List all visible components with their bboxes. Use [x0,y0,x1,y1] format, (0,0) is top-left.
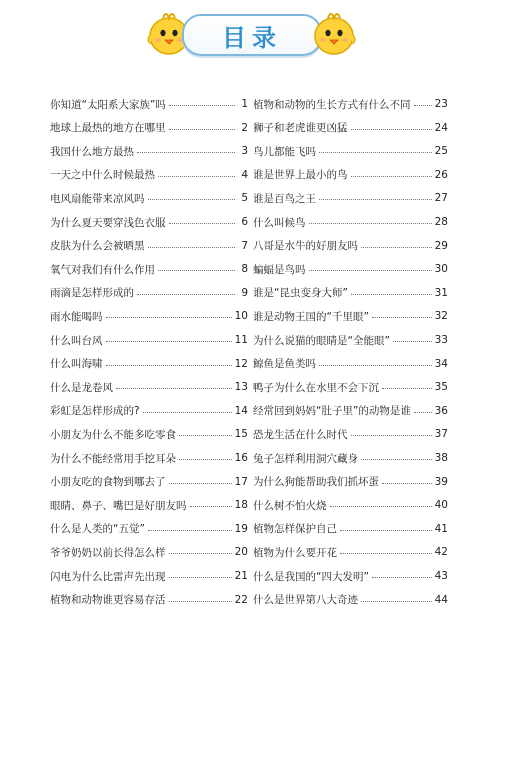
toc-entry-page: 6 [241,216,248,228]
toc-entry[interactable] [50,117,248,139]
toc-entry[interactable] [50,353,248,375]
toc-entry-title: 雨水能喝吗 [50,310,103,323]
toc-entry-page: 42 [434,546,448,559]
toc-entry-page: 21 [234,570,248,582]
dot-leader [414,412,432,413]
title-banner [182,14,322,56]
toc-entry-page: 39 [434,475,448,488]
dot-leader [319,199,432,200]
dot-leader [340,530,432,531]
toc-entry-title: 蝙蝠是鸟吗 [253,263,306,276]
toc-entry-title: 雨滴是怎样形成的 [50,287,134,300]
toc-entry[interactable] [50,282,248,304]
dot-leader [148,530,232,531]
toc-entry[interactable] [50,494,248,516]
toc-entry[interactable] [253,565,448,587]
toc-entry-title: 氧气对我们有什么作用 [50,263,155,276]
toc-entry-page: 44 [434,593,448,606]
dot-leader [351,176,432,177]
toc-entry[interactable] [253,164,448,186]
toc-entry-page: 14 [234,404,248,417]
toc-entry-page: 33 [434,334,448,346]
toc-entry-title: 植物和动物的生长方式有什么不同 [253,98,411,111]
toc-entry-title: 什么是人类的“五觉” [50,523,145,536]
toc-entry[interactable] [253,282,448,304]
dot-leader [361,247,432,248]
toc-entry[interactable] [253,305,448,327]
toc-entry-page: 18 [234,499,248,512]
dot-leader [330,506,432,507]
toc-entry-page: 37 [434,428,448,441]
dot-leader [309,270,432,271]
toc-entry-page: 9 [241,286,248,299]
toc-entry-page: 41 [434,522,448,535]
dot-leader [351,435,432,436]
toc-entry-title: 谁是动物王国的“千里眼” [253,310,369,323]
toc-entry-title: 鲸鱼是鱼类吗 [253,358,316,371]
toc-entry-page: 32 [434,310,448,323]
toc-entry-title: 狮子和老虎谁更凶猛 [253,122,348,135]
toc-entry-title: 为什么夏天要穿浅色衣服 [50,216,166,229]
dot-leader [158,176,235,177]
toc-entry[interactable] [50,518,248,540]
toc-entry[interactable] [50,329,248,351]
chick-icon [308,6,360,58]
toc-entry[interactable] [253,400,448,422]
toc-entry[interactable] [253,211,448,233]
toc-entry[interactable] [253,353,448,375]
toc-entry[interactable] [50,541,248,563]
toc-entry-page: 3 [241,145,248,158]
toc-entry-page: 7 [241,239,248,252]
toc-entry-title: 植物和动物谁更容易存活 [50,594,166,607]
dot-leader [361,601,432,602]
toc-entry-title: 恐龙生活在什么时代 [253,428,348,441]
toc-entry[interactable] [253,187,448,209]
toc-entry-title: 小朋友为什么不能多吃零食 [50,428,176,441]
toc-entry-title: 谁是世界上最小的鸟 [253,169,348,182]
toc-entry-title: 彩虹是怎样形成的? [50,405,140,418]
toc-entry-page: 35 [434,381,448,394]
dot-leader [179,435,232,436]
toc-entry[interactable] [50,258,248,280]
dot-leader [106,341,232,342]
toc-entry[interactable] [253,258,448,280]
toc-entry-title: 鸭子为什么在水里不会下沉 [253,381,379,394]
toc-entry-page: 13 [234,381,248,394]
toc-entry[interactable] [253,423,448,445]
toc-entry[interactable] [50,589,248,611]
dot-leader [143,412,232,413]
toc-entry-page: 24 [434,121,448,134]
toc-entry-title: 什么叫海啸 [50,358,103,371]
toc-entry[interactable] [50,211,248,233]
dot-leader [382,483,432,484]
toc-entry-page: 40 [434,499,448,512]
toc-entry-page: 28 [434,216,448,228]
toc-entry-title: 为什么说猫的眼睛是“全能眼” [253,334,390,347]
dot-leader [351,129,432,130]
toc-entry[interactable] [253,140,448,162]
toc-entry-title: 植物为什么要开花 [253,546,337,559]
toc-entry-title: 什么是我国的“四大发明” [253,570,369,583]
toc-entry[interactable] [253,235,448,257]
toc-entry-title: 植物怎样保护自己 [253,523,337,536]
toc-entry[interactable] [253,93,448,115]
dot-leader [414,105,432,106]
dot-leader [106,365,232,366]
dot-leader [169,553,232,554]
dot-leader [179,459,232,460]
dot-leader [116,388,232,389]
toc-entry[interactable] [50,376,248,398]
toc-entry[interactable] [50,305,248,327]
toc-entry-title: 什么树不怕火烧 [253,499,327,512]
toc-entry-page: 25 [434,145,448,158]
dot-leader [361,459,432,460]
toc-entry-title: 闪电为什么比雷声先出现 [50,570,166,583]
toc-entry[interactable] [253,376,448,398]
toc-entry[interactable] [253,589,448,611]
toc-entry-title: 谁是百鸟之王 [253,192,316,205]
dot-leader [158,270,235,271]
dot-leader [106,317,232,318]
toc-entry-title: 什么是世界第八大奇迹 [253,594,358,607]
toc-entry[interactable] [50,565,248,587]
toc-entry-title: 为什么狗能帮助我们抓坏蛋 [253,476,379,489]
dot-leader [137,294,235,295]
toc-entry-title: 你知道“太阳系大家族”吗 [50,98,166,111]
toc-entry-title: 小朋友吃的食物到哪去了 [50,476,166,489]
toc-entry-page: 19 [234,522,248,535]
toc-entry[interactable] [50,140,248,162]
toc-entry[interactable] [50,93,248,115]
toc-entry-title: 眼睛、鼻子、嘴巴是好朋友吗 [50,499,187,512]
dot-leader [372,577,432,578]
toc-entry-page: 27 [434,192,448,205]
dot-leader [319,365,432,366]
toc-entry-page: 10 [234,310,248,323]
toc-entry-page: 30 [434,263,448,276]
toc-entry[interactable] [50,423,248,445]
toc-entry-page: 23 [434,98,448,110]
toc-entry-page: 16 [234,452,248,464]
toc-entry[interactable] [50,235,248,257]
toc-entry-page: 1 [241,98,248,110]
toc-entry-page: 15 [234,428,248,441]
dot-leader [169,601,232,602]
toc-entry-page: 17 [234,475,248,488]
dot-leader [393,341,432,342]
page-title: 目录 [222,23,282,52]
dot-leader [169,483,232,484]
toc-entry-title: 为什么不能经常用手挖耳朵 [50,452,176,465]
toc-entry-title: 经常回到妈妈“肚子里”的动物是谁 [253,405,411,418]
toc-entry-title: 什么叫候鸟 [253,216,306,229]
toc-entry-page: 8 [241,263,248,276]
dot-leader [169,129,236,130]
toc-entry-page: 22 [234,593,248,606]
toc-entry-page: 36 [434,404,448,417]
toc-entry-page: 26 [434,168,448,181]
dot-leader [169,105,235,106]
toc-entry[interactable] [253,329,448,351]
toc-entry-page: 38 [434,452,448,464]
toc-entry[interactable] [253,494,448,516]
toc-entry-title: 什么叫台风 [50,334,103,347]
toc-entry[interactable] [253,117,448,139]
toc-entry-title: 电风扇能带来凉风吗 [50,192,145,205]
toc-entry-title: 八哥是水牛的好朋友吗 [253,240,358,253]
toc-entry-page: 29 [434,239,448,252]
toc-entry-page: 34 [434,357,448,370]
toc-entry-page: 5 [241,192,248,205]
toc-entry[interactable] [253,518,448,540]
toc-entry[interactable] [253,447,448,469]
dot-leader [382,388,432,389]
toc-entry[interactable] [50,164,248,186]
toc-entry[interactable] [50,447,248,469]
dot-leader [148,247,236,248]
dot-leader [319,152,432,153]
toc-entry-title: 谁是“昆虫变身大师” [253,287,348,300]
dot-leader [372,317,432,318]
toc-entry-page: 4 [241,168,248,181]
dot-leader [351,294,432,295]
dot-leader [148,199,236,200]
toc-entry-page: 31 [434,286,448,299]
toc-entry-title: 兔子怎样利用洞穴藏身 [253,452,358,465]
toc-entry[interactable] [50,400,248,422]
toc-entry-title: 地球上最热的地方在哪里 [50,122,166,135]
dot-leader [169,577,232,578]
dot-leader [340,553,432,554]
toc-entry-title: 什么是龙卷风 [50,381,113,394]
toc-entry[interactable] [50,471,248,493]
dot-leader [137,152,235,153]
toc-entry-title: 鸟儿都能飞吗 [253,145,316,158]
toc-entry-title: 爷爷奶奶以前长得怎么样 [50,546,166,559]
toc-entry-title: 我国什么地方最热 [50,145,134,158]
toc-entry-page: 12 [234,357,248,370]
dot-leader [190,506,232,507]
toc-entry[interactable] [253,541,448,563]
toc-entry-page: 43 [434,570,448,582]
toc-entry-page: 20 [234,546,248,559]
toc-entry[interactable] [50,187,248,209]
dot-leader [169,223,236,224]
toc-entry-title: 皮肤为什么会被晒黑 [50,240,145,253]
header [0,0,505,80]
toc-entry-page: 11 [234,334,248,346]
toc-entry[interactable] [253,471,448,493]
toc-entry-title: 一天之中什么时候最热 [50,169,155,182]
dot-leader [309,223,432,224]
toc-entry-page: 2 [241,121,248,134]
